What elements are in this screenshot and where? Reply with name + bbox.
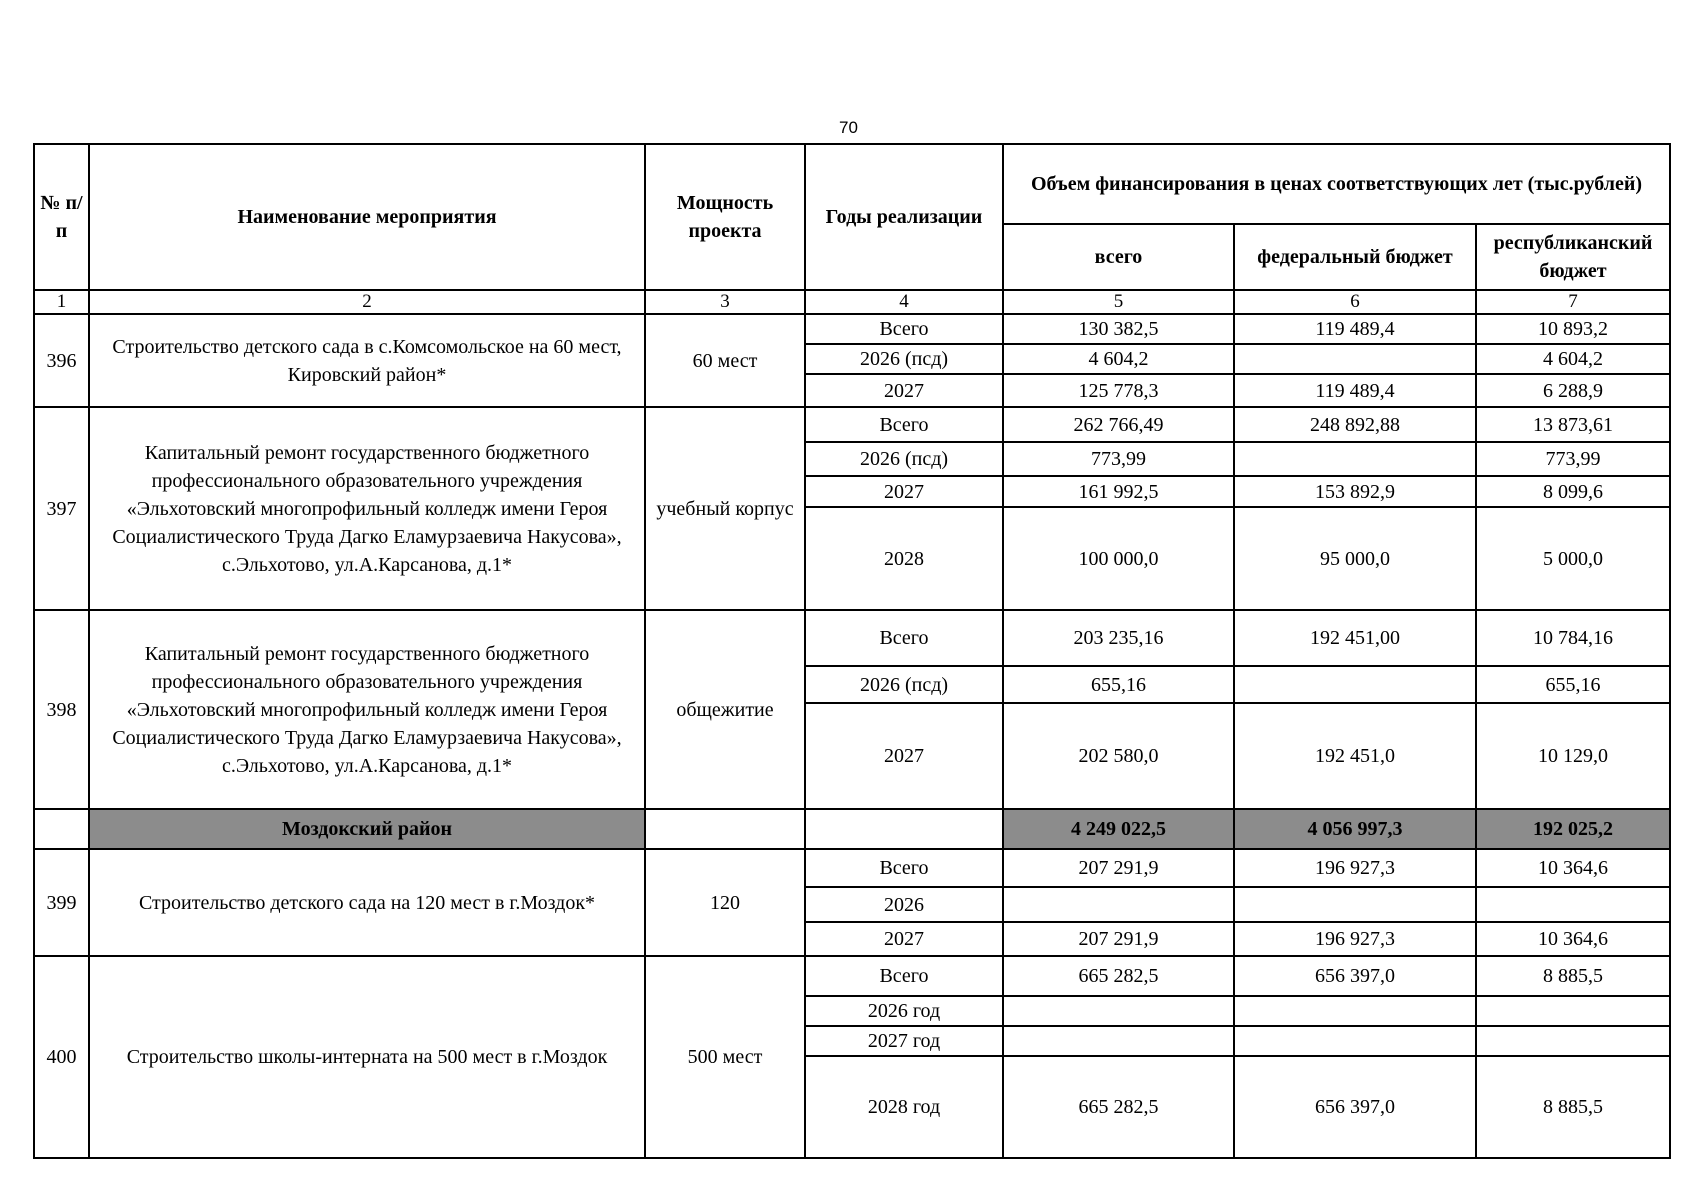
year-cell: 2026 (псд) (805, 442, 1003, 476)
district-name: Моздокский район (89, 809, 645, 849)
project-number: 398 (34, 610, 89, 809)
col-number: 7 (1476, 290, 1670, 314)
district-years-empty (805, 809, 1003, 849)
total-cell: 203 235,16 (1003, 610, 1234, 666)
header-federal: федеральный бюджет (1234, 224, 1476, 290)
republic-cell: 13 873,61 (1476, 407, 1670, 442)
year-cell: 2027 (805, 922, 1003, 956)
republic-cell: 8 099,6 (1476, 476, 1670, 507)
page-number: 70 (839, 118, 858, 137)
total-cell: 4 604,2 (1003, 344, 1234, 374)
federal-cell (1234, 1026, 1476, 1056)
header-republic: республиканский бюджет (1476, 224, 1670, 290)
total-cell (1003, 1026, 1234, 1056)
year-cell: 2027 год (805, 1026, 1003, 1056)
year-cell: Всего (805, 849, 1003, 887)
district-total: 4 249 022,5 (1003, 809, 1234, 849)
district-num-empty (34, 809, 89, 849)
district-row (34, 809, 1670, 849)
federal-cell (1234, 666, 1476, 703)
total-cell: 125 778,3 (1003, 374, 1234, 407)
table-row (34, 314, 1670, 344)
total-cell: 202 580,0 (1003, 703, 1234, 809)
federal-cell: 95 000,0 (1234, 507, 1476, 610)
year-cell: 2026 (псд) (805, 666, 1003, 703)
republic-cell: 10 364,6 (1476, 922, 1670, 956)
federal-cell: 119 489,4 (1234, 314, 1476, 344)
header-funding: Объем финансирования в ценах соответствующих лет (тыс.рублей) (1003, 144, 1670, 224)
project-capacity: общежитие (645, 610, 805, 809)
year-cell: 2027 (805, 703, 1003, 809)
total-cell: 207 291,9 (1003, 922, 1234, 956)
header-name: Наименование мероприятия (89, 144, 645, 290)
project-capacity: 60 мест (645, 314, 805, 407)
total-cell: 665 282,5 (1003, 1056, 1234, 1158)
total-cell: 262 766,49 (1003, 407, 1234, 442)
table-row (34, 610, 1670, 666)
project-name: Строительство школы-интерната на 500 мест в г.Моздок (89, 956, 645, 1158)
federal-cell: 153 892,9 (1234, 476, 1476, 507)
header-capacity: Мощность проекта (645, 144, 805, 290)
republic-cell: 8 885,5 (1476, 1056, 1670, 1158)
republic-cell (1476, 1026, 1670, 1056)
republic-cell: 773,99 (1476, 442, 1670, 476)
total-cell: 655,16 (1003, 666, 1234, 703)
year-cell: 2027 (805, 374, 1003, 407)
col-number: 2 (89, 290, 645, 314)
year-cell: Всего (805, 314, 1003, 344)
republic-cell: 10 893,2 (1476, 314, 1670, 344)
project-number: 396 (34, 314, 89, 407)
republic-cell: 10 129,0 (1476, 703, 1670, 809)
year-cell: 2026 год (805, 996, 1003, 1026)
federal-cell: 192 451,0 (1234, 703, 1476, 809)
project-name: Строительство детского сада на 120 мест в г.Моздок* (89, 849, 645, 956)
district-republic: 192 025,2 (1476, 809, 1670, 849)
republic-cell: 655,16 (1476, 666, 1670, 703)
column-numbers-row (34, 290, 1670, 314)
year-cell: 2026 (псд) (805, 344, 1003, 374)
total-cell: 161 992,5 (1003, 476, 1234, 507)
year-cell: 2026 (805, 887, 1003, 922)
project-capacity: 120 (645, 849, 805, 956)
project-number: 400 (34, 956, 89, 1158)
financing-table (33, 143, 1671, 1159)
table-row (34, 407, 1670, 442)
republic-cell: 10 784,16 (1476, 610, 1670, 666)
col-number: 1 (34, 290, 89, 314)
project-capacity: 500 мест (645, 956, 805, 1158)
federal-cell (1234, 996, 1476, 1026)
header-total: всего (1003, 224, 1234, 290)
district-capacity-empty (645, 809, 805, 849)
republic-cell (1476, 996, 1670, 1026)
col-number: 5 (1003, 290, 1234, 314)
republic-cell: 10 364,6 (1476, 849, 1670, 887)
republic-cell: 5 000,0 (1476, 507, 1670, 610)
year-cell: Всего (805, 610, 1003, 666)
federal-cell: 196 927,3 (1234, 922, 1476, 956)
total-cell (1003, 996, 1234, 1026)
project-capacity: учебный корпус (645, 407, 805, 610)
federal-cell (1234, 442, 1476, 476)
project-number: 397 (34, 407, 89, 610)
project-name: Капитальный ремонт государственного бюджетного профессионального образовательного учреждения «Эльхотовский многопрофильный колледж имени Героя Социалистического Труда Дагко Еламурзаевича Накусова», с.Эльхотово, ул.А.Карсанова, д.1* (89, 407, 645, 610)
federal-cell (1234, 344, 1476, 374)
federal-cell: 192 451,00 (1234, 610, 1476, 666)
year-cell: 2027 (805, 476, 1003, 507)
federal-cell: 196 927,3 (1234, 849, 1476, 887)
total-cell: 100 000,0 (1003, 507, 1234, 610)
federal-cell: 656 397,0 (1234, 1056, 1476, 1158)
district-federal: 4 056 997,3 (1234, 809, 1476, 849)
federal-cell: 119 489,4 (1234, 374, 1476, 407)
table-row (34, 849, 1670, 887)
total-cell: 773,99 (1003, 442, 1234, 476)
col-number: 6 (1234, 290, 1476, 314)
total-cell: 207 291,9 (1003, 849, 1234, 887)
republic-cell (1476, 887, 1670, 922)
total-cell: 130 382,5 (1003, 314, 1234, 344)
year-cell: Всего (805, 956, 1003, 996)
header-num: № п/п (34, 144, 89, 290)
year-cell: Всего (805, 407, 1003, 442)
federal-cell (1234, 887, 1476, 922)
republic-cell: 4 604,2 (1476, 344, 1670, 374)
col-number: 3 (645, 290, 805, 314)
header-years: Годы реализации (805, 144, 1003, 290)
project-name: Капитальный ремонт государственного бюджетного профессионального образовательного учреждения «Эльхотовский многопрофильный колледж имени Героя Социалистического Труда Дагко Еламурзаевича Накусова», с.Эльхотово, ул.А.Карсанова, д.1* (89, 610, 645, 809)
table-row (34, 956, 1670, 996)
republic-cell: 8 885,5 (1476, 956, 1670, 996)
project-name: Строительство детского сада в с.Комсомольское на 60 мест, Кировский район* (89, 314, 645, 407)
total-cell (1003, 887, 1234, 922)
federal-cell: 656 397,0 (1234, 956, 1476, 996)
project-number: 399 (34, 849, 89, 956)
year-cell: 2028 (805, 507, 1003, 610)
year-cell: 2028 год (805, 1056, 1003, 1158)
federal-cell: 248 892,88 (1234, 407, 1476, 442)
col-number: 4 (805, 290, 1003, 314)
total-cell: 665 282,5 (1003, 956, 1234, 996)
republic-cell: 6 288,9 (1476, 374, 1670, 407)
